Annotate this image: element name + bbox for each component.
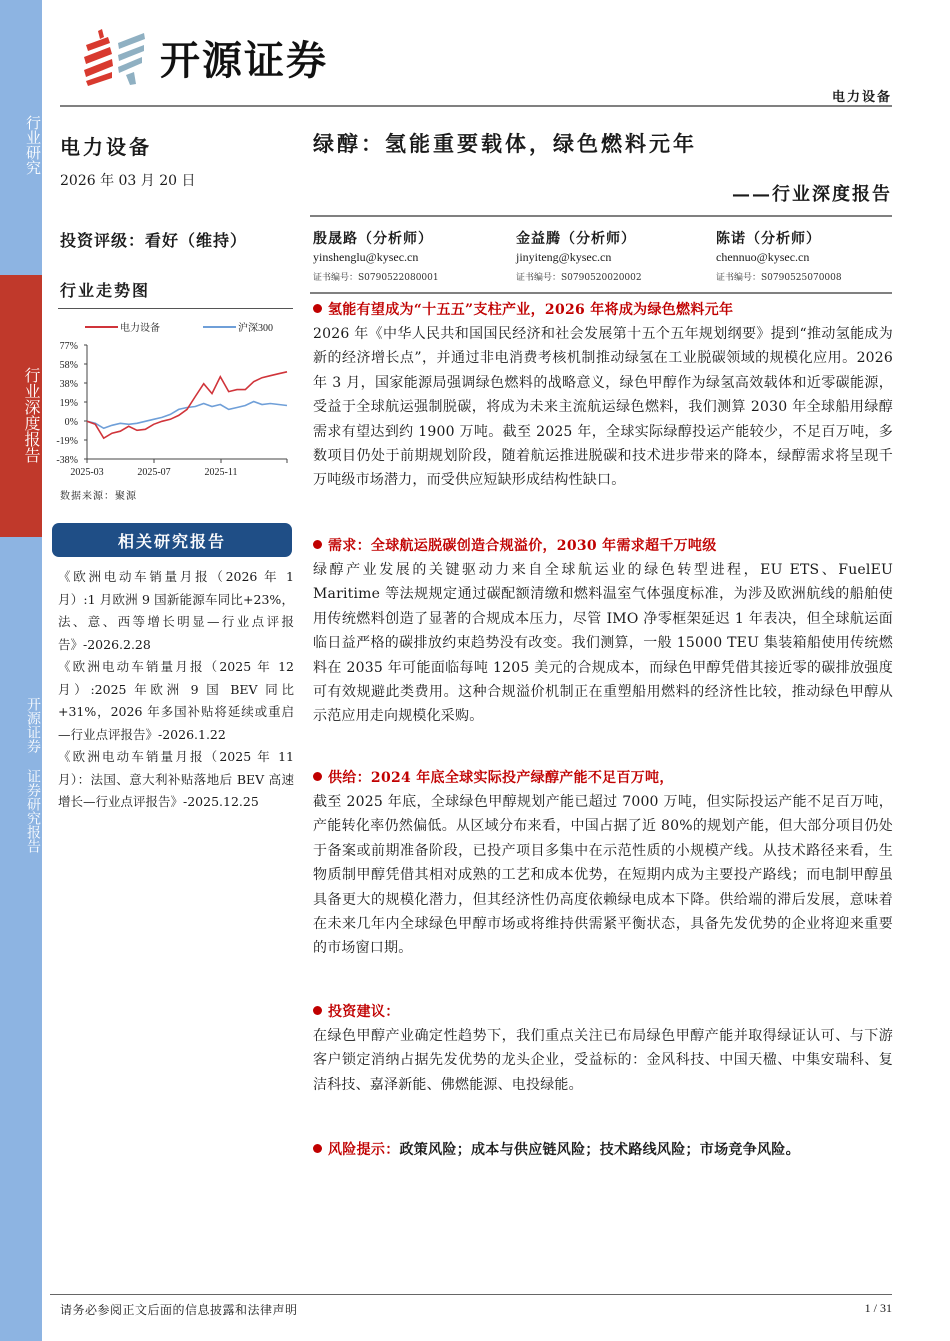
company-logo [82,25,328,90]
report-date: 2026 年 03 月 20 日 [60,173,196,189]
analyst-name: 金益腾（分析师） [516,231,636,247]
sidebar-label-report-type: 行业深度报告 [22,367,41,463]
report-subtitle: ——行业深度报告 [732,184,892,205]
svg-text:77%: 77% [59,341,78,352]
related-reports-list [58,566,294,814]
trend-chart-title: 行业走势图 [60,281,151,300]
trend-divider [58,308,293,309]
report-title: 绿醇：氢能重要载体，绿色燃料元年 [313,131,697,156]
analyst-card [716,228,842,283]
svg-text:0%: 0% [64,417,78,428]
section-body: 绿醇产业发展的关键驱动力来自全球航运业的绿色转型进程，EU ETS、FuelEU Maritime 等法规规定通过碳配额清缴和燃料温室气体强度标准，为涉及欧洲航线的船舶使用传统燃料创造了显著的合规成本压力，尽管 IMO 净零框架延迟 1 年表决，但全球航运面临日益严格的碳排放约束趋势没有改变。我们测算，一般 15000 TEU 集装箱船使用传统燃料在 2035 年可能面临每吨 1205 美元的合规成本，而绿色甲醇凭借其接近零的碳排放强度可有效规避此类费用。这种合规溢价机制正在重塑船用燃料的经济性比较，推动绿色甲醇从示范应用走向规模化采购。 [313,562,893,725]
section-heading: 氢能有望成为“十五五”支柱产业，2026 年将成为绿色燃料元年 [313,300,893,320]
analyst-divider [310,292,892,294]
svg-text:38%: 38% [59,379,78,390]
legend-index: 沪深300 [238,323,273,334]
related-report-link[interactable]: 《欧洲电动车销量月报（2025 年 12 月）:2025 年欧洲 9 国 BEV 同比+31%，2026 年多国补贴将延续或重启—行业点评报告》-2026.1.22 [58,659,294,742]
svg-text:58%: 58% [59,360,78,371]
svg-text:-19%: -19% [56,436,78,447]
footer-divider [50,1294,892,1295]
section-heading: 供给：2024 年底全球实际投产绿醇产能不足百万吨， [313,768,893,788]
chart-source: 数据来源：聚源 [60,491,137,502]
logo-text: 开源证券 [160,38,328,84]
analyst-name: 殷晟路（分析师） [313,231,433,247]
related-report-link[interactable]: 《欧洲电动车销量月报（2025 年 11 月）：法国、意大利补贴落地后 BEV 高速增长—行业点评报告》-2025.12.25 [58,749,294,809]
svg-text:19%: 19% [59,398,78,409]
title-divider [310,215,892,217]
bullet-icon [313,1006,322,1015]
sidebar-band-bottom [0,537,42,1341]
related-report-link[interactable]: 《欧洲电动车销量月报（2026 年 1 月）:1 月欧洲 9 国新能源车同比+23%，法、意、西等增长明显—行业点评报告》-2026.2.28 [58,569,294,652]
x-axis [70,459,287,478]
analyst-card [313,228,516,283]
series-line-csi300 [87,402,287,429]
analyst-email[interactable]: jinyiteng@kysec.cn [516,250,612,264]
section-investment-advice [313,1002,893,1097]
bullet-icon [313,1144,322,1153]
bullet-icon [313,540,322,549]
y-axis [56,341,87,466]
analyst-card [516,228,716,283]
chart-legend [85,321,273,334]
analyst-email[interactable]: yinshenglu@kysec.cn [313,250,419,264]
risk-items: 政策风险；成本与供应链风险；技术路线风险；市场竞争风险。 [399,1142,800,1158]
section-body: 截至 2025 年底，全球绿色甲醇规划产能已超过 7000 万吨，但实际投运产能不足百万吨，产能转化率仍然偏低。从区域分布来看，中国占据了近 80%的规划产能，但大部分项目仍处于备案或前期准备阶段，已投产项目多集中在示范性质的小规模产线。从技术路径来看，生物质制甲醇凭借其相对成熟的工艺和成本优势，在短期内成为主要投产路线；而电制甲醇虽具备更大的规模化潜力，但其经济性仍高度依赖绿电成本下降。供给端的滞后发展，意味着在未来几年内全球绿色甲醇市场或将维持供需紧平衡状态，具备先发优势的企业将迎来重要的市场窗口期。 [313,794,893,957]
section-heading: 风险提示：政策风险；成本与供应链风险；技术路线风险；市场竞争风险。 [313,1140,893,1160]
analyst-name: 陈诺（分析师） [716,231,821,247]
analyst-cert: 证书编号：S0790520020002 [516,273,642,283]
section-demand [313,536,893,729]
header-divider [60,105,892,107]
svg-text:-38%: -38% [56,455,78,466]
section-hydrogen-outlook [313,300,893,493]
sidebar-label-brand: 开源证券 证券研究报告 [25,697,41,853]
analyst-cert: 证书编号：S0790522080001 [313,273,439,283]
svg-text:2025-11: 2025-11 [204,467,238,478]
investment-rating: 投资评级：看好（维持） [60,231,248,250]
analyst-email[interactable]: chennuo@kysec.cn [716,250,810,264]
sidebar-label-industry-research: 行业研究 [24,115,42,175]
logo-mark-icon [82,29,146,87]
section-heading: 投资建议： [313,1002,893,1022]
footer-disclaimer: 请务必参阅正文后面的信息披露和法律声明 [60,1303,298,1317]
svg-text:2025-07: 2025-07 [137,467,171,478]
section-heading: 需求：全球航运脱碳创造合规溢价，2030 年需求超千万吨级 [313,536,893,556]
section-body: 2026 年《中华人民共和国国民经济和社会发展第十五个五年规划纲要》提到“推动氢能成为新的经济增长点”，并通过非电消费考核机制推动绿氢在工业脱碳领域的规模化应用。2026 年 3 月，国家能源局强调绿色燃料的战略意义，绿色甲醇作为绿氢高效载体和近零碳能源，受益于全球航运强制脱碳，将成为未来主流航运绿色燃料，我们测算 2030 年全球船用绿醇需求有望达到约 1900 万吨。截至 2025 年，全球实际绿醇投运产能较少，不足百万吨，多数项目仍处于前期规划阶段，随着航运推进脱碳和技术进步带来的降本，绿醇需求将呈现千万吨级市场潜力，而受供应短缺形成结构性缺口。 [313,326,893,489]
series-line-power-equipment [87,372,287,438]
analyst-list [313,228,893,283]
header-sector-tag: 电力设备 [831,90,892,105]
related-reports-header: 相关研究报告 [52,523,292,557]
section-risk [313,1140,893,1160]
analyst-cert: 证书编号：S0790525070008 [716,273,842,283]
page-number: 1 / 31 [864,1301,892,1315]
legend-sector: 电力设备 [120,323,160,334]
bullet-icon [313,772,322,781]
bullet-icon [313,304,322,313]
svg-text:2025-03: 2025-03 [70,467,104,478]
industry-trend-chart [50,312,300,482]
section-body: 在绿色甲醇产业确定性趋势下，我们重点关注已布局绿色甲醇产能并取得绿证认可、与下游客户锁定消纳占据先发优势的龙头企业，受益标的：金风科技、中国天楹、中集安瑞科、复洁科技、嘉泽新能、佛燃能源、电投绿能。 [313,1028,893,1093]
sector-name: 电力设备 [60,135,152,159]
section-supply [313,768,893,961]
